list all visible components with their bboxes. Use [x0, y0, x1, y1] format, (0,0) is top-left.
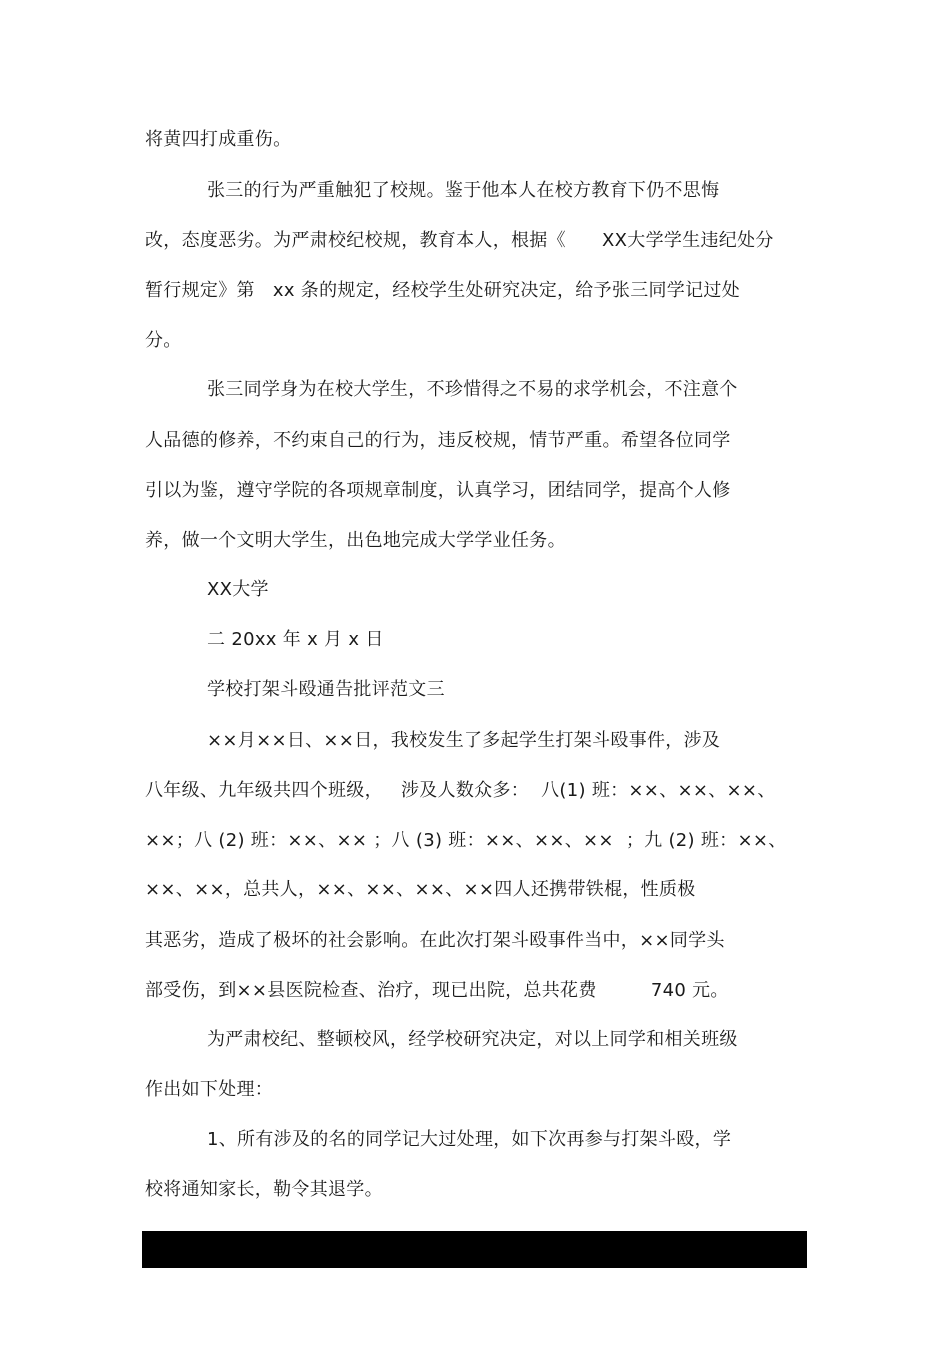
- redaction-bar: [142, 1231, 807, 1268]
- paragraph-line: 为严肃校纪、整顿校风，经学校研究决定，对以上同学和相关班级: [207, 1029, 738, 1050]
- paragraph-line: 校将通知家长，勒令其退学。: [145, 1179, 383, 1200]
- paragraph-line: 将黄四打成重伤。: [145, 129, 292, 150]
- paragraph-line: ××月××日、××日，我校发生了多起学生打架斗殴事件，涉及: [207, 730, 721, 751]
- paragraph-line: 养，做一个文明大学生，出色地完成大学学业任务。: [145, 530, 566, 551]
- paragraph-line: 引以为鉴，遵守学院的各项规章制度，认真学习，团结同学，提高个人修: [145, 480, 731, 501]
- paragraph-line: 暂行规定》第 xx 条的规定，经校学生处研究决定，给予张三同学记过处: [145, 280, 740, 301]
- paragraph-line: 张三的行为严重触犯了校规。鉴于他本人在校方教育下仍不思悔: [207, 180, 720, 201]
- paragraph-line: ××；八 (2) 班：××、×× ；八 (3) 班：××、××、×× ；九 (2) 班：××、: [145, 830, 787, 851]
- paragraph-line: 张三同学身为在校大学生，不珍惜得之不易的求学机会，不注意个: [207, 379, 738, 400]
- paragraph-line: 部受伤，到××县医院检查、治疗，现已出院，总共花费 740 元。: [145, 980, 729, 1001]
- section-title: 学校打架斗殴通告批评范文三: [207, 679, 445, 700]
- paragraph-line: 分。: [145, 330, 182, 351]
- paragraph-line: 作出如下处理：: [145, 1079, 274, 1100]
- paragraph-line: ××、××，总共人，××、××、××、××四人还携带铁棍，性质极: [145, 879, 696, 900]
- paragraph-line: 改，态度恶劣。为严肃校纪校规，教育本人，根据《 XX大学学生违纪处分: [145, 230, 774, 251]
- paragraph-line: 八年级、九年级共四个班级， 涉及人数众多： 八(1) 班：××、××、××、: [145, 780, 776, 801]
- signature-date: 二 20xx 年 x 月 x 日: [207, 629, 384, 650]
- paragraph-line: 人品德的修养，不约束自己的行为，违反校规，情节严重。希望各位同学: [145, 430, 731, 451]
- signature-organization: XX大学: [207, 579, 269, 600]
- paragraph-line: 1、所有涉及的名的同学记大过处理，如下次再参与打架斗殴，学: [207, 1129, 732, 1150]
- paragraph-line: 其恶劣，造成了极坏的社会影响。在此次打架斗殴事件当中，××同学头: [145, 930, 725, 951]
